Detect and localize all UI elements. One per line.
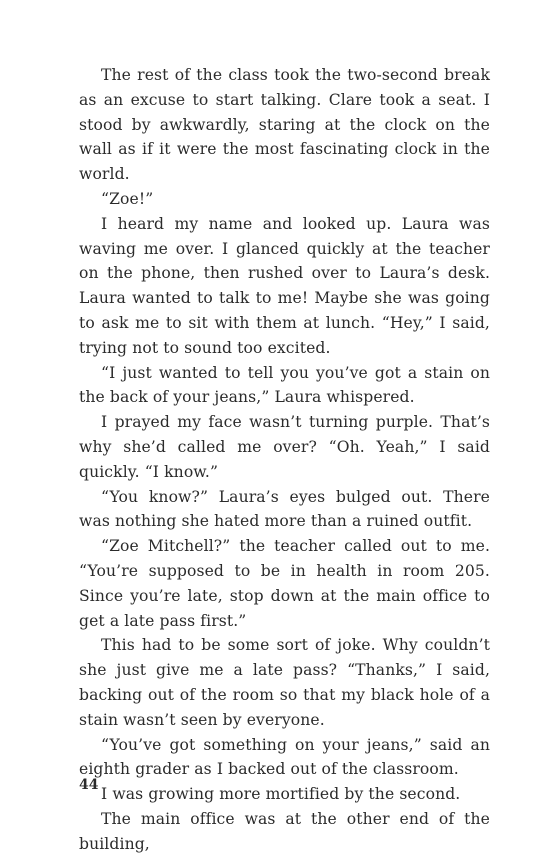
paragraph: “You’ve got something on your jeans,” said an eighth grader as I backed out of the classroom. (79, 735, 490, 779)
paragraph: I prayed my face wasn’t turning purple. That’s why she’d called me over? “Oh. Yeah,” I said quickly. “I know.” (79, 413, 490, 481)
paragraph: I was growing more mortified by the second. (101, 785, 461, 804)
paragraph: “I just wanted to tell you you’ve got a stain on the back of your jeans,” Laura whispered. (79, 363, 490, 407)
page-number: 44 (79, 777, 99, 793)
paragraph: “Zoe Mitchell?” the teacher called out to me. “You’re supposed to be in health in room 205. Since you’re late, stop down at the main office to get a late pass first.” (79, 537, 490, 630)
paragraph: “Zoe!” (101, 189, 154, 208)
paragraph: “You know?” Laura’s eyes bulged out. There was nothing she hated more than a ruined outfit. (79, 487, 490, 531)
paragraph: The main office was at the other end of the building, (79, 809, 490, 853)
paragraph: The rest of the class took the two-second break as an excuse to start talking. Clare took a seat. I stood by awkwardly, staring at the clock on the wall as if it were the most fascinating clock in the world. (79, 66, 490, 184)
paragraph: This had to be some sort of joke. Why couldn’t she just give me a late pass? “Thanks,” I said, backing out of the room so that my black hole of a stain wasn’t seen by everyone. (79, 636, 490, 729)
paragraph: I heard my name and looked up. Laura was waving me over. I glanced quickly at the teacher on the phone, then rushed over to Laura’s desk. Laura wanted to talk to me! Maybe she was going to ask me to sit with them at lunch. “Hey,” I said, trying not to sound too excited. (79, 214, 490, 357)
body-text (79, 63, 490, 857)
